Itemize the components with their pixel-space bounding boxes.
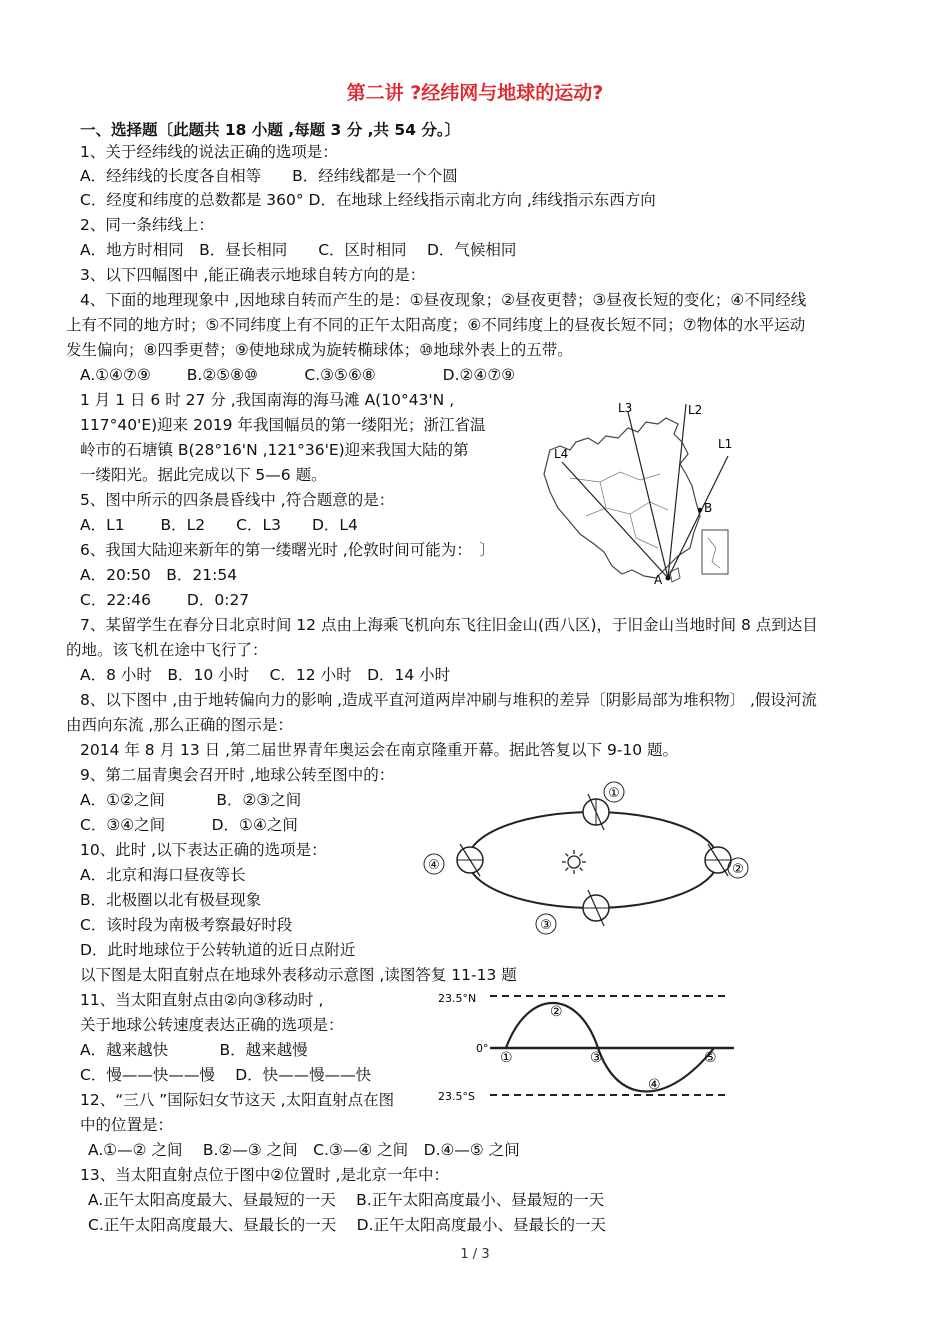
point-label-3: ③: [590, 1050, 603, 1066]
point-a: [666, 576, 671, 581]
inset-islands: [708, 538, 720, 568]
text-line: 2014 年 8 月 13 日 ,第二届世界青年奥运会在南京隆重开幕。据此答复以下 9-10 题。: [80, 741, 679, 759]
label-a: A: [654, 573, 663, 587]
text-line: 一缕阳光。据此完成以下 5—6 题。: [80, 466, 327, 484]
text-line: 5、图中所示的四条晨昏线中 ,符合题意的是：: [80, 491, 395, 509]
page-number: 1 / 3: [460, 1247, 490, 1262]
label-l2: L2: [688, 403, 703, 417]
label-equator: 0°: [476, 1042, 489, 1055]
point-label-1: ①: [500, 1050, 513, 1066]
text-line: 1 月 1 日 6 时 27 分 ,我国南海的海马滩 A(10°43'N ,: [80, 391, 455, 409]
text-line: A．L1 B．L2 C．L3 D．L4: [80, 516, 358, 534]
label-b: B: [704, 501, 713, 515]
text-line: 的地。该飞机在途中飞行了：: [66, 641, 268, 659]
earth-right: [705, 844, 731, 876]
text-line: 11、当太阳直射点由②向③移动时 ,: [80, 991, 324, 1009]
text-line: 岭市的石塘镇 B(28°16'N ,121°36'E)迎来我国大陆的第: [80, 441, 469, 459]
text-line: D．此时地球位于公转轨道的近日点附近: [80, 941, 356, 959]
svg-text:④: ④: [428, 858, 440, 873]
text-line: 9、第二届青奥会召开时 ,地球公转至图中的：: [80, 766, 395, 784]
orbit-label-2: [728, 858, 748, 878]
label-l3: L3: [618, 401, 633, 415]
text-line: A．①②之间 B．②③之间: [80, 791, 302, 809]
subsolar-figure: [438, 986, 746, 1104]
point-b: [698, 508, 702, 512]
text-line: 发生偏向；⑧四季更替；⑨使地球成为旋转椭球体；⑩地球外表上的五带。: [66, 341, 573, 359]
text-line: A．8 小时 B．10 小时 C．12 小时 D．14 小时: [80, 666, 451, 684]
text-line: 4、下面的地理现象中 ,因地球自转而产生的是：①昼夜现象；②昼夜更替；③昼夜长短的变化；④不同经线: [80, 291, 807, 309]
text-line: 3、以下四幅图中 ,能正确表示地球自转方向的是：: [80, 266, 426, 284]
orbit-ellipse: [468, 812, 718, 908]
earth-bottom: [583, 890, 609, 926]
sun-icon: [562, 850, 586, 874]
text-line: 由西向东流 ,那么正确的图示是：: [66, 716, 293, 734]
line-l4: [562, 462, 668, 578]
text-line: A.①④⑦⑨ B.②⑤⑧⑩ C.③⑤⑥⑧ D.②④⑦⑨: [80, 366, 516, 384]
label-23-5-s: 23.5°S: [438, 1090, 475, 1103]
svg-text:③: ③: [540, 918, 552, 933]
text-line: 1、关于经纬线的说法正确的选项是：: [80, 143, 338, 161]
line-l3: [628, 412, 668, 578]
svg-text:②: ②: [732, 862, 744, 877]
terminator-lines: [562, 404, 728, 578]
orbit-label-4: [424, 854, 444, 874]
section-header: 一、选择题〔此题共 18 小题 ,每题 3 分 ,共 54 分。〕: [80, 121, 461, 139]
text-line: C．慢——快——慢 D．快——慢——快: [80, 1066, 372, 1084]
text-line: 上有不同的地方时；⑤不同纬度上有不同的正午太阳高度；⑥不同纬度上的昼夜长短不同；⑦物体的水平运动: [66, 316, 806, 334]
text-line: 13、当太阳直射点位于图中②位置时 ,是北京一年中：: [80, 1166, 449, 1184]
text-line: A.正午太阳高度最大、昼最短的一天 B.正午太阳高度最小、昼最短的一天: [88, 1191, 605, 1209]
text-line: C.正午太阳高度最大、昼最长的一天 D.正午太阳高度最小、昼最长的一天: [88, 1216, 607, 1234]
point-label-2: ②: [550, 1004, 563, 1020]
text-line: B．北极圈以北有极昼现象: [80, 891, 262, 909]
orbit-figure: [418, 778, 754, 938]
text-line: A．20:50 B．21:54: [80, 566, 238, 584]
line-l1: [668, 456, 728, 578]
text-line: A．北京和海口昼夜等长: [80, 866, 246, 884]
text-line: A．经纬线的长度各自相等 B．经纬线都是一个个圆: [80, 167, 458, 185]
province-lines: [570, 472, 668, 548]
china-map-figure: [540, 398, 740, 610]
orbit-label-3: [536, 914, 556, 934]
text-line: C．③④之间 D．①④之间: [80, 816, 298, 834]
text-line: 关于地球公转速度表达正确的选项是：: [80, 1016, 344, 1034]
label-l4: L4: [554, 447, 569, 461]
text-line: C．该时段为南极考察最好时段: [80, 916, 293, 934]
text-line: 以下图是太阳直射点在地球外表移动示意图 ,读图答复 11-13 题: [80, 966, 517, 984]
text-line: 6、我国大陆迎来新年的第一缕曙光时 ,伦敦时间可能为： 〕: [80, 541, 495, 559]
text-line: 8、以下图中 ,由于地转偏向力的影响 ,造成平直河道两岸冲刷与堆积的差异〔阴影局部为堆积物〕 ,假设河流: [80, 691, 817, 709]
page-title: 第二讲 ?经纬网与地球的运动?: [346, 82, 604, 104]
label-l1: L1: [718, 437, 733, 451]
orbit-label-1: [604, 782, 624, 802]
text-line: 117°40'E)迎来 2019 年我国幅员的第一缕阳光；浙江省温: [80, 416, 486, 434]
label-23-5-n: 23.5°N: [438, 992, 477, 1005]
text-line: A.①—② 之间 B.②—③ 之间 C.③—④ 之间 D.④—⑤ 之间: [88, 1141, 520, 1159]
text-line: C．经度和纬度的总数都是 360° D．在地球上经线指示南北方向 ,纬线指示东西方向: [80, 191, 656, 209]
text-line: 2、同一条纬线上：: [80, 216, 214, 234]
text-line: 中的位置是：: [80, 1116, 174, 1134]
svg-text:①: ①: [608, 786, 620, 801]
text-line: 10、此时 ,以下表达正确的选项是：: [80, 841, 327, 859]
text-line: 12、“三八 ”国际妇女节这天 ,太阳直射点在图: [80, 1091, 395, 1109]
point-label-5: ⑤: [704, 1050, 717, 1066]
earth-left: [457, 844, 483, 876]
text-line: A．越来越快 B．越来越慢: [80, 1041, 308, 1059]
point-label-4: ④: [648, 1077, 661, 1093]
text-line: C．22:46 D．0:27: [80, 591, 250, 609]
text-line: 7、某留学生在春分日北京时间 12 点由上海乘飞机向东飞往旧金山(西八区)，于旧金山当地时间 8 点到达目: [80, 616, 818, 634]
earth-top: [583, 794, 609, 830]
text-line: A．地方时相同 B．昼长相同 C．区时相同 D．气候相同: [80, 241, 517, 259]
